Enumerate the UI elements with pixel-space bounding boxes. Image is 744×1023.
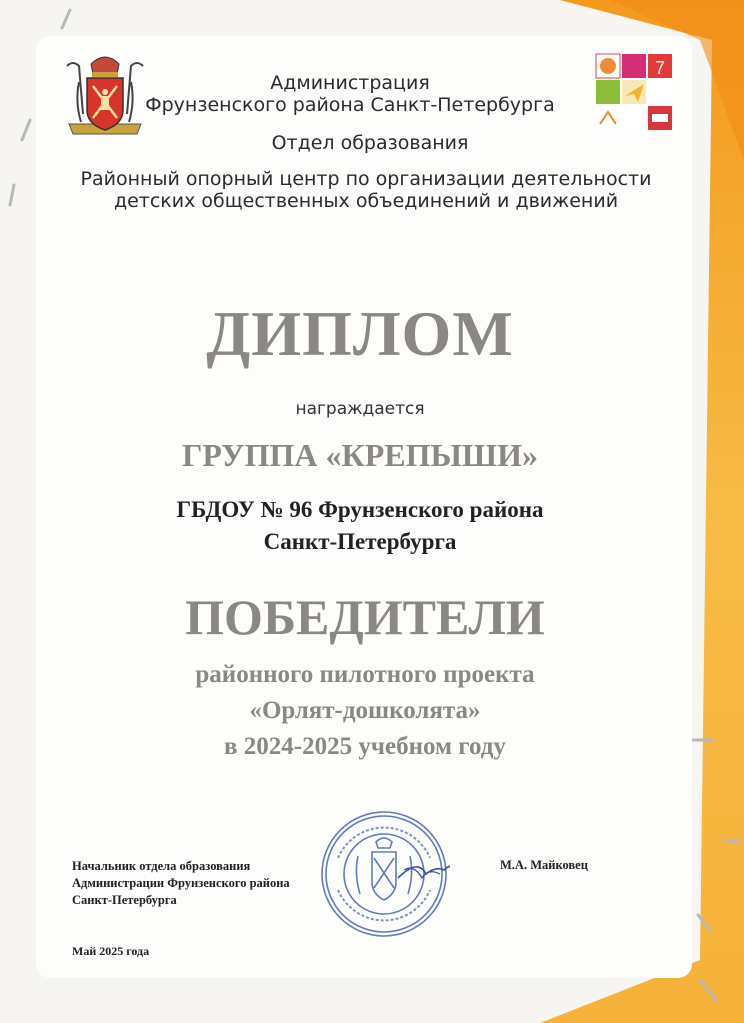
orlyata-logo-icon (594, 52, 676, 132)
issue-date: Май 2025 года (72, 944, 150, 958)
header-center-line2: детских общественных объединений и движений (113, 190, 619, 212)
project-line2: «Орлят-дошколята» (249, 697, 481, 724)
svg-text:7: 7 (654, 58, 666, 78)
signature-position-line1: Начальник отдела образования (72, 859, 251, 873)
awarded-text: награждается (295, 399, 425, 419)
project-line1: районного пилотного проекта (195, 661, 535, 688)
signatory-name: М.А. Майковец (500, 858, 588, 872)
org-line2: Санкт-Петербурга (263, 529, 457, 554)
org-line1: ГБДОУ № 96 Фрунзенского района (176, 497, 544, 522)
header-admin: Администрация (270, 72, 430, 94)
group-name: ГРУППА «КРЕПЫШИ» (182, 437, 538, 473)
winners-title: ПОБЕДИТЕЛИ (185, 589, 545, 645)
project-line3: в 2024-2025 учебном году (224, 733, 506, 760)
signature-position-line2: Администрации Фрунзенского района (72, 876, 290, 890)
signature-position-line3: Санкт-Петербурга (72, 893, 177, 907)
header-district: Фрунзенского района Санкт-Петербурга (145, 94, 555, 116)
header-center-line1: Районный опорный центр по организации деятельности (80, 168, 652, 190)
diploma-title: ДИПЛОМ (206, 298, 514, 369)
header-department: Отдел образования (271, 132, 469, 154)
